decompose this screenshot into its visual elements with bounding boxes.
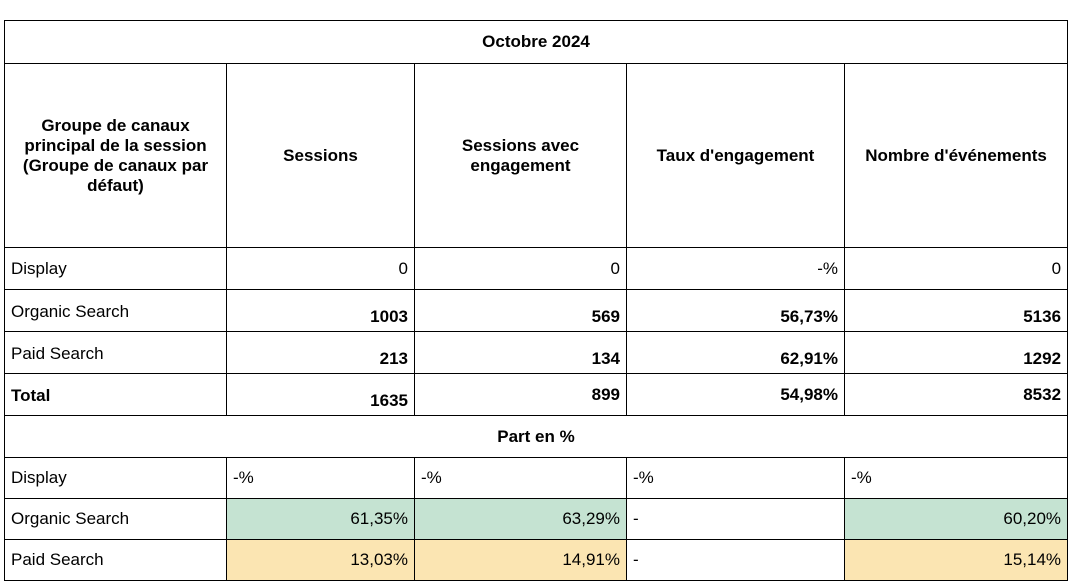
header-sessions: Sessions bbox=[227, 64, 415, 248]
share-events: -% bbox=[845, 458, 1068, 499]
total-sessions: 1635 bbox=[227, 374, 415, 416]
share-sessions: 13,03% bbox=[227, 540, 415, 581]
share-rate: - bbox=[627, 540, 845, 581]
cell-rate: -% bbox=[627, 248, 845, 290]
total-events: 8532 bbox=[845, 374, 1068, 416]
cell-events: 5136 bbox=[845, 290, 1068, 332]
share-sessions: 61,35% bbox=[227, 499, 415, 540]
report-table bbox=[4, 20, 1068, 581]
share-label: Organic Search bbox=[5, 499, 227, 540]
cell-events: 1292 bbox=[845, 332, 1068, 374]
share-row bbox=[5, 499, 1068, 540]
header-channel-group: Groupe de canaux principal de la session (Groupe de canaux par défaut) bbox=[5, 64, 227, 248]
row-label: Display bbox=[5, 248, 227, 290]
cell-sessions: 0 bbox=[227, 248, 415, 290]
share-title: Part en % bbox=[5, 416, 1068, 458]
header-engaged-sessions: Sessions avec engagement bbox=[415, 64, 627, 248]
share-title-row bbox=[5, 416, 1068, 458]
table-row bbox=[5, 290, 1068, 332]
cell-rate: 56,73% bbox=[627, 290, 845, 332]
share-row bbox=[5, 458, 1068, 499]
share-row bbox=[5, 540, 1068, 581]
table-row bbox=[5, 332, 1068, 374]
row-label: Paid Search bbox=[5, 332, 227, 374]
share-rate: -% bbox=[627, 458, 845, 499]
cell-engaged: 0 bbox=[415, 248, 627, 290]
cell-engaged: 134 bbox=[415, 332, 627, 374]
share-rate: - bbox=[627, 499, 845, 540]
title-row bbox=[5, 21, 1068, 64]
total-rate: 54,98% bbox=[627, 374, 845, 416]
share-events: 60,20% bbox=[845, 499, 1068, 540]
share-events: 15,14% bbox=[845, 540, 1068, 581]
header-event-count: Nombre d'événements bbox=[845, 64, 1068, 248]
cell-events: 0 bbox=[845, 248, 1068, 290]
share-engaged: 14,91% bbox=[415, 540, 627, 581]
cell-rate: 62,91% bbox=[627, 332, 845, 374]
row-label: Organic Search bbox=[5, 290, 227, 332]
share-label: Paid Search bbox=[5, 540, 227, 581]
table-title: Octobre 2024 bbox=[5, 21, 1068, 64]
cell-sessions: 1003 bbox=[227, 290, 415, 332]
share-engaged: -% bbox=[415, 458, 627, 499]
share-engaged: 63,29% bbox=[415, 499, 627, 540]
total-row bbox=[5, 374, 1068, 416]
share-sessions: -% bbox=[227, 458, 415, 499]
table-row bbox=[5, 248, 1068, 290]
header-row bbox=[5, 64, 1068, 248]
header-engagement-rate: Taux d'engagement bbox=[627, 64, 845, 248]
total-engaged: 899 bbox=[415, 374, 627, 416]
cell-sessions: 213 bbox=[227, 332, 415, 374]
share-label: Display bbox=[5, 458, 227, 499]
total-label: Total bbox=[5, 374, 227, 416]
cell-engaged: 569 bbox=[415, 290, 627, 332]
